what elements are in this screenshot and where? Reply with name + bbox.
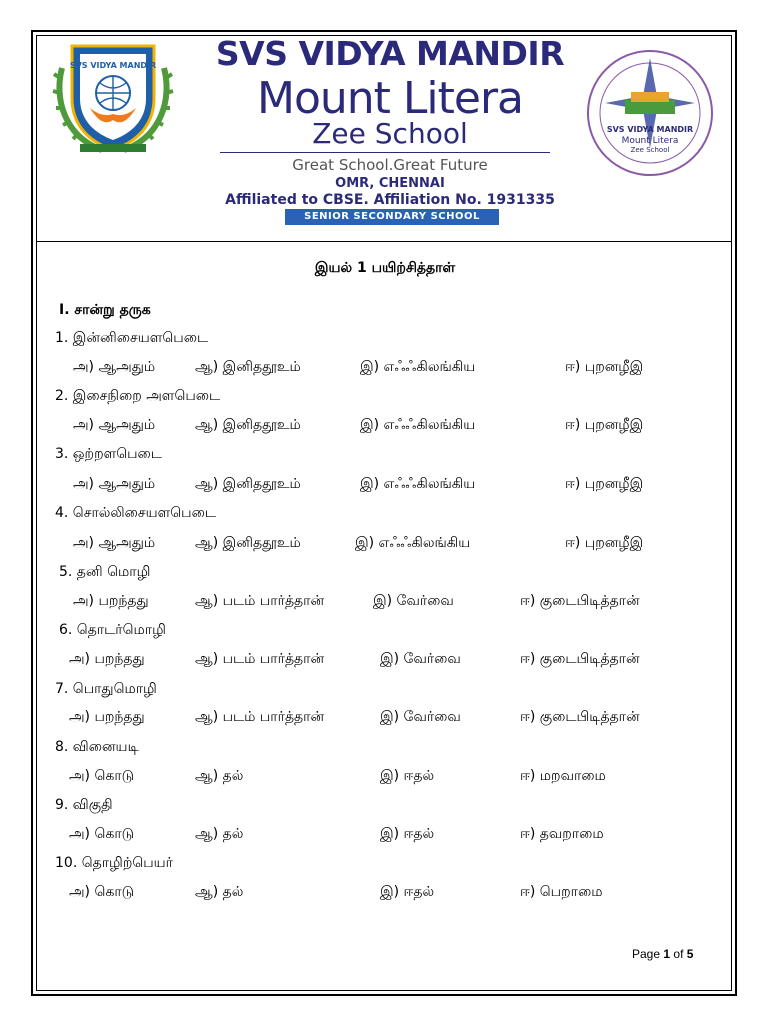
options-row <box>55 826 715 846</box>
option-b: ஆ) இனிததூஉம் <box>195 417 301 433</box>
option-a: அ) ஆஅதும் <box>73 417 156 433</box>
question-label: 3. ஒற்றளபெடை <box>55 446 162 462</box>
option-b: ஆ) தல் <box>195 884 244 900</box>
question-label: 2. இசைநிறை அளபெடை <box>55 388 221 404</box>
question-label: 6. தொடர்மொழி <box>59 622 166 638</box>
options-row <box>55 709 715 729</box>
school-name: SVS VIDYA MANDIR <box>215 34 565 73</box>
option-c: இ) வேர்வை <box>380 709 461 725</box>
school-brand: Mount Litera <box>256 73 523 124</box>
option-d: ஈ) தவறாமை <box>520 826 604 842</box>
school-crest-logo <box>50 38 176 158</box>
option-c: இ) எஃஃகிலங்கிய <box>360 359 476 375</box>
option-d: ஈ) புறனழீஇ <box>565 476 644 492</box>
page-current: 1 <box>663 947 671 961</box>
option-d: ஈ) புறனழீஇ <box>565 417 644 433</box>
option-b: ஆ) இனிததூஉம் <box>195 535 301 551</box>
school-subtitle: Zee School <box>312 117 468 150</box>
option-a: அ) ஆஅதும் <box>73 535 156 551</box>
school-tagline: Great School.Great Future <box>292 156 488 174</box>
option-a: அ) கொடு <box>69 768 135 784</box>
page-of-word: of <box>673 947 684 961</box>
question-label: 7. பொதுமொழி <box>55 681 157 697</box>
options-row <box>55 359 715 379</box>
options-row <box>55 884 715 904</box>
option-c: இ) வேர்வை <box>380 651 461 667</box>
school-level-band: SENIOR SECONDARY SCHOOL <box>285 209 499 225</box>
options-row <box>55 768 715 788</box>
question-label: 8. வினையடி <box>55 739 139 755</box>
section-heading: I. சான்று தருக <box>59 302 151 318</box>
options-row <box>55 476 715 496</box>
option-b: ஆ) இனிததூஉம் <box>195 476 301 492</box>
options-row <box>55 593 715 613</box>
option-d: ஈ) குடைபிடித்தான் <box>520 593 640 609</box>
option-c: இ) ஈதல் <box>380 768 435 784</box>
option-d: ஈ) குடைபிடித்தான் <box>520 709 640 725</box>
question-label: 4. சொல்லிசையளபெடை <box>55 505 216 521</box>
school-location: OMR, CHENNAI <box>335 176 445 191</box>
option-a: அ) கொடு <box>69 826 135 842</box>
worksheet-title: இயல் 1 பயிற்சித்தாள் <box>314 260 456 276</box>
affiliation-text: Affiliated to CBSE. Affiliation No. 1931335 <box>225 192 555 208</box>
option-a: அ) பறந்தது <box>69 709 145 725</box>
option-c: இ) ஈதல் <box>380 884 435 900</box>
option-d: ஈ) புறனழீஇ <box>565 359 644 375</box>
option-d: ஈ) குடைபிடித்தான் <box>520 651 640 667</box>
header-divider <box>36 241 732 242</box>
option-a: அ) பறந்தது <box>69 651 145 667</box>
page-number <box>632 947 693 961</box>
option-c: இ) ஈதல் <box>380 826 435 842</box>
school-seal-logo <box>585 48 715 178</box>
option-a: அ) ஆஅதும் <box>73 359 156 375</box>
option-b: ஆ) படம் பார்த்தான் <box>195 709 325 725</box>
question-label: 5. தனி மொழி <box>59 564 151 580</box>
question-label: 9. விகுதி <box>55 797 113 813</box>
option-d: ஈ) புறனழீஇ <box>565 535 644 551</box>
option-c: இ) எஃஃகிலங்கிய <box>360 417 476 433</box>
option-a: அ) கொடு <box>69 884 135 900</box>
seal-line-2: Mount Litera <box>621 136 679 146</box>
option-d: ஈ) மறவாமை <box>520 768 606 784</box>
question-label: 1. இன்னிசையளபெடை <box>55 330 209 346</box>
option-b: ஆ) படம் பார்த்தான் <box>195 651 325 667</box>
option-a: அ) ஆஅதும் <box>73 476 156 492</box>
page-word: Page <box>632 947 661 961</box>
option-c: இ) எஃஃகிலங்கிய <box>355 535 471 551</box>
crest-text: SVS VIDYA MANDIR <box>69 61 157 70</box>
options-row <box>55 417 715 437</box>
option-a: அ) பறந்தது <box>73 593 149 609</box>
option-c: இ) எஃஃகிலங்கிய <box>360 476 476 492</box>
option-c: இ) வேர்வை <box>373 593 454 609</box>
options-row <box>55 535 715 555</box>
option-b: ஆ) தல் <box>195 768 244 784</box>
question-label: 10. தொழிற்பெயர் <box>55 855 173 871</box>
seal-line-1: SVS VIDYA MANDIR <box>606 125 694 134</box>
page-total: 5 <box>686 947 694 961</box>
option-b: ஆ) இனிததூஉம் <box>195 359 301 375</box>
seal-line-3: Zee School <box>630 146 670 154</box>
brand-divider <box>220 152 550 153</box>
option-b: ஆ) படம் பார்த்தான் <box>195 593 325 609</box>
option-b: ஆ) தல் <box>195 826 244 842</box>
option-d: ஈ) பெறாமை <box>520 884 603 900</box>
options-row <box>55 651 715 671</box>
